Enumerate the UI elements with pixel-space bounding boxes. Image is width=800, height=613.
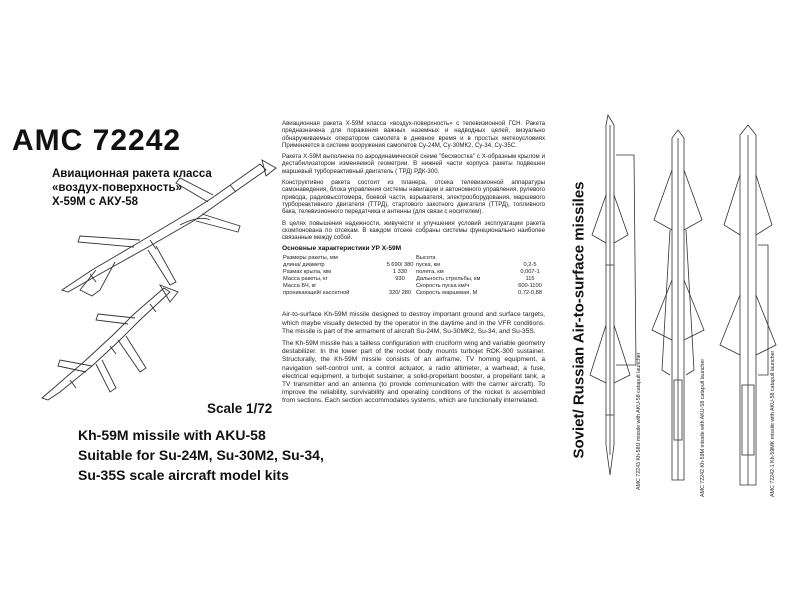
spec-value: 1 330: [392, 269, 408, 276]
en-paragraph: The Kh-59M missile has a tailless configuration with cruciform wing and variable geometry destabilizer. In the lower part of the rocket body mounts turbojet RDK-300 sustainer. Structurally, the Kh-59M missile consists of an airframe, TV homing equipment, a navigation self-control unit, a control actuator, a radio altimeter, a warhead, a fuse, electrical equipment, a turbojet sustainer, a solid-propellant booster, a propellant tank, a TV transmitter and an antenna (to provide communication with the carrier aircraft). To improve the reliability, survivability and operating conditions of the rocket is assembled from sections. Each section accommodates systems, which are functionally interrelated.: [282, 340, 545, 405]
spec-value: [385, 283, 415, 290]
spec-label: Размах крыла, мм: [283, 269, 332, 276]
spec-label: Скорость маршевая, М: [416, 290, 478, 297]
spec-value: 0,72-0,88: [517, 290, 543, 297]
specs-table: [282, 255, 545, 297]
missile-plan-3-illustration: [718, 125, 788, 525]
spec-label: Дальность стрельбы, км: [416, 276, 481, 283]
spec-label: Масса ракеты, кг: [283, 276, 328, 283]
russian-description: [282, 120, 545, 241]
caption-text: AMC 72242-1 Kh-59MK missile with AKU-58 catapult launcher: [770, 350, 776, 497]
product-code: AMC 72242: [12, 124, 182, 157]
ru-paragraph: Ракета Х-59М выполнена по аэродинамической схеме "бесхвостка" с Х-образным крылом и дестабилизатором изменяемой геометрии. В нижней части корпуса ракеты подвешен маршевый турбореактивный двигатель ( ТРД) РДК-300.: [282, 153, 545, 175]
en-title-line: Kh-59M missile with AKU-58: [78, 427, 266, 443]
side-panel: [548, 95, 800, 595]
spec-label: проникающей/ кассетной: [283, 290, 350, 297]
spec-value: 0,007-1: [520, 269, 540, 276]
ru-title-line: «воздух-поверхность»: [52, 182, 182, 194]
en-title-line: Su-35S scale aircraft model kits: [78, 467, 289, 483]
en-title-line: Suitable for Su-24M, Su-30M2, Su-34,: [78, 447, 324, 463]
specs-title: Основные характеристики УР Х-59М: [282, 245, 402, 253]
spec-value: 115: [525, 276, 535, 283]
missile-caption: [770, 350, 800, 503]
ru-paragraph: Конструктивно ракета состоит из планера, отсека телевизионной аппаратуры самонаведения, блока управления системы навигации и автономного управления, рулевого привода, радиовысотомера, боевой части, взрывателя, электрооборудования, маршевого турбореактивного двигателя (ТТРД), стартового закотного двигателя (ТТРД), топливного бака, телевизионного передатчика и антенны (для связи с носителем).: [282, 179, 545, 216]
caption-text: AMC 72243 Kh-58U missile with AKU-58 catapult launcher: [636, 352, 642, 490]
spec-label: Размеры ракеты, мм: [283, 255, 338, 262]
spec-label: полета, км: [416, 269, 444, 276]
ru-paragraph: В целях повышения надежности, живучести и улучшения условий эксплуатации ракета скомпонована по отсекам. В каждом отсеке собраны системы функционально наиболее связанные между собой.: [282, 219, 545, 242]
spec-value: 5 690/ 380: [386, 262, 414, 269]
spec-value: 930: [395, 276, 405, 283]
spec-row: [282, 262, 545, 269]
ru-paragraph: Авиационная ракета Х-59М класса «воздух-поверхность» с телевизионной ГСН. Ракета предназначена для поражения важных наземных и надводных целей, визуально обнаруживаемых оператором самолета в дневное время и в простых метеоусловиях Применяется в системе вооружения самолетов Су-24М, Су-30МК2, Су-34, Су-35С.: [282, 120, 545, 149]
vertical-title-text: Soviet/ Russian Air-to-surface missiles: [570, 181, 588, 459]
english-description: [282, 311, 545, 405]
missile-plan-2-illustration: [648, 130, 718, 530]
caption-text: AMC 72242 Kh-59M missile with AKU-58 catapult launcher: [700, 358, 706, 497]
spec-label: Скорость пуска км/ч: [416, 283, 470, 290]
english-title: [78, 425, 324, 485]
ru-title-line: Авиационная ракета класса: [52, 168, 212, 180]
description-panel: [282, 120, 545, 410]
spec-value: 320/ 280: [388, 290, 412, 297]
spec-row: [282, 269, 545, 276]
spec-row: [282, 290, 545, 297]
spec-value: [385, 255, 415, 262]
spec-label: Масса БЧ, кг: [283, 283, 317, 290]
spec-value: 0,2-5: [523, 262, 537, 269]
russian-title: [52, 167, 212, 209]
spec-label: пуска, км: [416, 262, 441, 269]
spec-value: 600-1100: [518, 283, 542, 290]
spec-row: [282, 255, 545, 262]
en-paragraph: Air-to-surface Kh-59M missile designed to destroy important ground and surface targets, which maybe visually detected by the operator in the daytime and in the VFR conditions. The missile is part of the armament of aircraft Su-24M, Su-30MK2, Su-34, and Su-35S.: [282, 311, 545, 335]
ru-title-line: Х-59М с АКУ-58: [52, 196, 139, 208]
scale-label: Scale 1/72: [207, 401, 273, 416]
spec-label: длина/ диаметр: [283, 262, 325, 269]
spec-label: Высота: [416, 255, 436, 262]
spec-value: [515, 255, 545, 262]
spec-row: [282, 276, 545, 283]
